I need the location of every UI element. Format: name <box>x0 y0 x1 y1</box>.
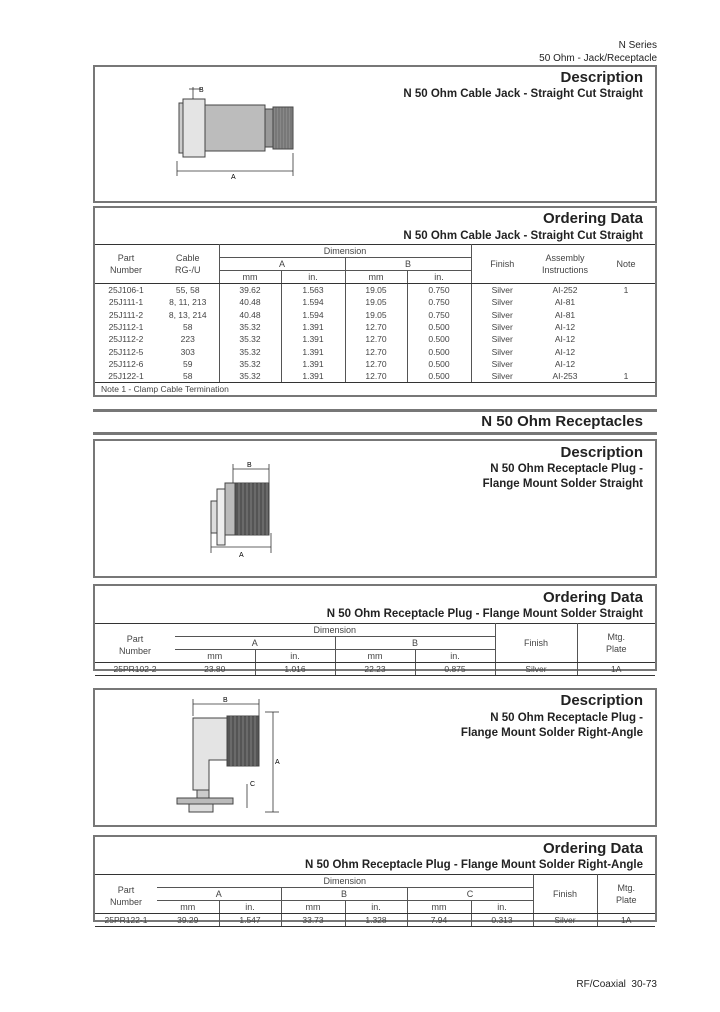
hdr-part: Part <box>117 885 135 895</box>
dim-label-a: A <box>275 759 280 766</box>
series-label: N Series <box>618 40 657 51</box>
table-cell: 1.594 <box>281 296 345 308</box>
receptacle-right-angle-drawing <box>175 694 305 822</box>
description-panel-cable-jack <box>93 65 657 203</box>
ordering-table-receptacle-right-angle <box>95 874 655 927</box>
ordering-panel-receptacle-straight <box>93 584 657 674</box>
table-cell: 35.32 <box>219 333 281 345</box>
table-cell: 12.70 <box>345 333 407 345</box>
receptacle-straight-drawing <box>203 459 293 559</box>
panel-title: Description <box>560 69 643 86</box>
table-cell: 1.328 <box>345 914 407 927</box>
hdr-mm: mm <box>407 901 471 914</box>
hdr-mtg: Mtg. <box>617 883 635 893</box>
table-cell: 12.70 <box>345 358 407 370</box>
table-cell: AI-12 <box>554 359 576 370</box>
hdr-mm: mm <box>345 271 407 284</box>
table-cell: 1A <box>577 663 655 676</box>
ordering-panel-cable-jack <box>93 206 657 397</box>
dim-label-a: A <box>239 552 244 559</box>
dim-label-b: B <box>223 697 228 704</box>
hdr-number: Number <box>109 265 142 275</box>
ordering-table-cable-jack <box>95 244 655 383</box>
hdr-in: in. <box>219 901 281 914</box>
table-row <box>95 358 655 370</box>
table-cell: Silver <box>495 663 577 676</box>
hdr-mm: mm <box>219 271 281 284</box>
table-cell: 25PR102-2 <box>95 663 175 676</box>
table-cell <box>597 296 655 308</box>
table-cell: 7.94 <box>407 914 471 927</box>
hdr-instructions: Instructions <box>541 265 589 275</box>
table-cell: 25PR122-1 <box>95 914 157 927</box>
table-row <box>95 296 655 308</box>
table-cell: 25J111-1 <box>108 297 144 308</box>
table-row <box>95 284 655 297</box>
table-cell: 33.73 <box>281 914 345 927</box>
table-cell: Silver <box>471 308 533 320</box>
hdr-number: Number <box>118 646 151 656</box>
table-cell: 0.313 <box>471 914 533 927</box>
table-cell: 303 <box>180 346 195 357</box>
table-cell: AI-81 <box>554 309 576 320</box>
hdr-a: A <box>219 258 345 271</box>
panel-title: Description <box>560 444 643 461</box>
hdr-in: in. <box>415 650 495 663</box>
panel-title: Ordering Data <box>542 840 643 857</box>
footer-label: RF/Coaxial <box>576 979 626 990</box>
hdr-part: Part <box>126 634 144 644</box>
subtitle-line: N 50 Ohm Receptacle Plug - <box>490 712 643 724</box>
hdr-in: in. <box>345 901 407 914</box>
table-cell: 8, 11, 213 <box>169 297 207 308</box>
table-cell: 22.23 <box>335 663 415 676</box>
table-cell: Silver <box>471 321 533 333</box>
hdr-mm: mm <box>335 650 415 663</box>
section-title: N 50 Ohm Receptacles <box>481 413 643 430</box>
table-row <box>95 333 655 345</box>
table-cell <box>597 346 655 358</box>
subtitle-line: N 50 Ohm Receptacle Plug - <box>490 463 643 475</box>
table-cell: 0.750 <box>407 308 471 320</box>
table-cell: 19.05 <box>345 308 407 320</box>
table-note: Note 1 - Clamp Cable Termination <box>101 384 229 394</box>
table-cell: 35.32 <box>219 346 281 358</box>
panel-title: Description <box>560 692 643 709</box>
table-cell: Silver <box>533 914 597 927</box>
page-footer <box>576 979 657 990</box>
hdr-note: Note <box>597 245 655 284</box>
hdr-in: in. <box>281 271 345 284</box>
table-cell: 12.70 <box>345 321 407 333</box>
table-cell: 35.32 <box>219 321 281 333</box>
hdr-b: B <box>335 637 495 650</box>
hdr-finish: Finish <box>471 245 533 284</box>
table-row <box>95 914 655 927</box>
table-cell: 25J112-2 <box>108 334 144 345</box>
dim-label-b: B <box>247 462 252 469</box>
table-cell: 223 <box>180 334 195 345</box>
description-panel-receptacle-right-angle <box>93 688 657 827</box>
table-cell: 1.016 <box>255 663 335 676</box>
table-cell: AI-12 <box>554 334 576 345</box>
table-cell: 25J111-2 <box>108 309 144 320</box>
hdr-mm: mm <box>157 901 219 914</box>
table-cell: 19.05 <box>345 284 407 297</box>
panel-subtitle <box>461 711 643 741</box>
table-cell: 59 <box>183 359 193 370</box>
table-cell: AI-253 <box>533 370 597 383</box>
table-cell: AI-12 <box>554 321 576 332</box>
col-part <box>95 245 157 284</box>
description-panel-receptacle-straight <box>93 439 657 578</box>
page-header <box>539 39 657 65</box>
ordering-table-receptacle-straight <box>95 623 655 676</box>
hdr-assembly: Assembly <box>545 253 585 263</box>
hdr-plate: Plate <box>605 644 627 654</box>
hdr-a: A <box>157 888 281 901</box>
table-cell: 1A <box>597 914 655 927</box>
panel-subtitle: N 50 Ohm Receptacle Plug - Flange Mount Solder Right-Angle <box>304 859 643 871</box>
table-cell: AI-12 <box>554 346 576 357</box>
table-cell: 8, 13, 214 <box>168 309 207 320</box>
hdr-finish: Finish <box>533 875 597 914</box>
panel-subtitle: N 50 Ohm Receptacle Plug - Flange Mount Solder Straight <box>326 608 643 620</box>
subtitle-line: Flange Mount Solder Straight <box>482 478 643 490</box>
dim-label-b: B <box>199 87 204 94</box>
hdr-dimension: Dimension <box>175 624 495 637</box>
table-cell: 40.48 <box>219 296 281 308</box>
col-mtg <box>597 875 655 914</box>
table-cell: 12.70 <box>345 370 407 383</box>
hdr-dimension: Dimension <box>219 245 471 258</box>
table-cell: 0.875 <box>415 663 495 676</box>
subtitle-line: Flange Mount Solder Right-Angle <box>460 727 643 739</box>
table-cell: 40.48 <box>219 308 281 320</box>
panel-subtitle: N 50 Ohm Cable Jack - Straight Cut Straight <box>403 88 643 100</box>
table-row <box>95 321 655 333</box>
hdr-mm: mm <box>175 650 255 663</box>
table-cell: 1.391 <box>281 346 345 358</box>
table-cell: 39.62 <box>219 284 281 297</box>
hdr-mtg: Mtg. <box>607 632 625 642</box>
table-cell: 0.750 <box>407 296 471 308</box>
table-cell: 25J112-6 <box>108 359 144 370</box>
col-cable <box>157 245 219 284</box>
table-cell: AI-252 <box>552 285 578 295</box>
table-cell: Silver <box>471 296 533 308</box>
col-part <box>95 624 175 663</box>
table-cell: 1.391 <box>281 333 345 345</box>
table-cell: 1.391 <box>281 321 345 333</box>
table-cell: 19.05 <box>345 296 407 308</box>
table-cell: 0.500 <box>407 358 471 370</box>
table-cell <box>597 321 655 333</box>
col-mtg <box>577 624 655 663</box>
dim-label-a: A <box>231 174 236 181</box>
table-cell: 1.391 <box>281 358 345 370</box>
table-row <box>95 346 655 358</box>
table-cell: 1 <box>597 370 655 383</box>
hdr-rg: RG-/U <box>175 265 201 275</box>
table-cell: Silver <box>471 370 533 383</box>
table-cell: 0.500 <box>407 333 471 345</box>
hdr-b: B <box>345 258 471 271</box>
hdr-part: Part <box>117 253 135 263</box>
panel-title: Ordering Data <box>542 210 643 227</box>
hdr-mm: mm <box>281 901 345 914</box>
table-cell: 23.80 <box>175 663 255 676</box>
table-cell: 1.563 <box>281 284 345 297</box>
table-cell: Silver <box>471 333 533 345</box>
table-cell: 25J106-1 <box>108 285 144 295</box>
table-cell: 1 <box>623 285 629 295</box>
dim-label-c: C <box>250 781 256 788</box>
table-row <box>95 308 655 320</box>
table-cell: Silver <box>471 346 533 358</box>
table-cell: AI-81 <box>554 297 576 308</box>
table-cell: 0.500 <box>407 370 471 383</box>
hdr-in: in. <box>255 650 335 663</box>
table-cell: 0.500 <box>407 321 471 333</box>
table-cell: 58 <box>157 370 219 383</box>
section-divider <box>93 409 657 412</box>
hdr-in: in. <box>471 901 533 914</box>
hdr-b: B <box>281 888 407 901</box>
table-row <box>95 370 655 383</box>
cable-jack-drawing <box>171 81 341 181</box>
hdr-cable: Cable <box>175 253 200 263</box>
panel-title: Ordering Data <box>542 589 643 606</box>
table-cell: 1.547 <box>219 914 281 927</box>
hdr-plate: Plate <box>615 895 637 905</box>
hdr-finish: Finish <box>495 624 577 663</box>
hdr-in: in. <box>407 271 471 284</box>
table-cell <box>597 308 655 320</box>
panel-subtitle: N 50 Ohm Cable Jack - Straight Cut Straight <box>403 230 643 242</box>
series-subtitle: 50 Ohm - Jack/Receptacle <box>539 53 657 64</box>
table-cell: 0.750 <box>407 284 471 297</box>
ordering-panel-receptacle-right-angle <box>93 835 657 925</box>
table-cell: 25J112-5 <box>108 346 144 357</box>
table-cell: 12.70 <box>345 346 407 358</box>
table-row <box>95 663 655 676</box>
table-cell: 58 <box>183 321 193 332</box>
table-cell: 1.391 <box>281 370 345 383</box>
col-assembly <box>533 245 597 284</box>
table-cell: 25J122-1 <box>95 370 157 383</box>
table-cell: 1.594 <box>281 308 345 320</box>
page-number: 30-73 <box>631 979 657 990</box>
panel-subtitle <box>483 462 643 492</box>
hdr-number: Number <box>109 897 142 907</box>
table-cell <box>597 358 655 370</box>
table-cell: 35.32 <box>219 358 281 370</box>
table-cell: 35.32 <box>219 370 281 383</box>
col-part <box>95 875 157 914</box>
table-cell: 39.29 <box>157 914 219 927</box>
hdr-dimension: Dimension <box>157 875 533 888</box>
hdr-a: A <box>175 637 335 650</box>
table-cell: Silver <box>471 358 533 370</box>
table-cell: Silver <box>471 284 533 297</box>
hdr-c: C <box>407 888 533 901</box>
table-cell: 0.500 <box>407 346 471 358</box>
section-divider <box>93 432 657 435</box>
table-cell: 55, 58 <box>175 285 200 295</box>
table-cell: 25J112-1 <box>108 321 144 332</box>
table-cell <box>597 333 655 345</box>
